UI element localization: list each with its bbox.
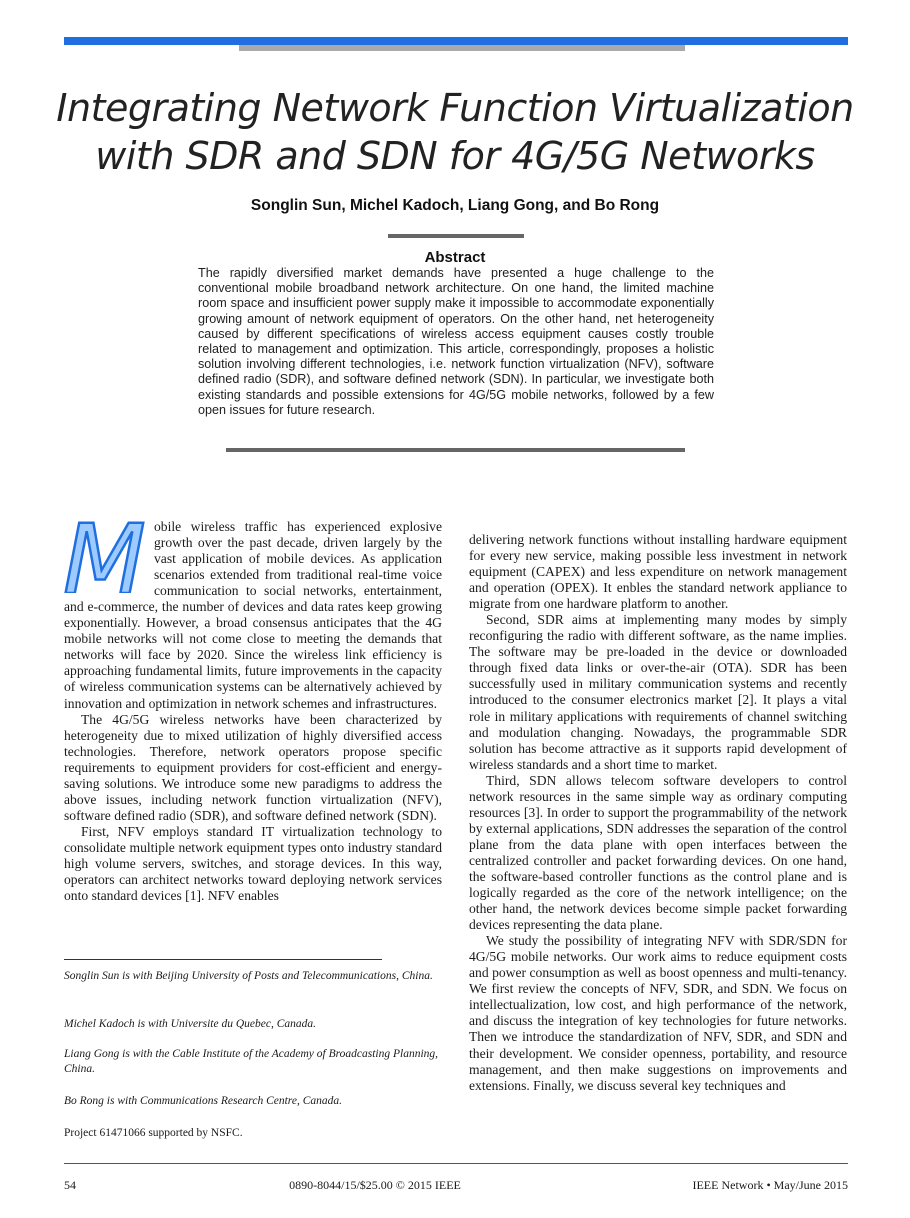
footnote-affiliation-3: Liang Gong is with the Cable Institute of the Academy of Broadcasting Planning, China. — [64, 1048, 439, 1075]
body-paragraph: delivering network functions without installing hardware equipment for every new service, making possible less investment in network equipment (CAPEX) and less expenditure on network management and operation (OPEX). It enbles the standard network appliance to migrate from one hardware platform to another. — [469, 532, 847, 612]
copyright-code: 0890-8044/15/$25.00 © 2015 IEEE — [289, 1178, 461, 1192]
article-title — [40, 84, 870, 180]
abstract-top-rule — [388, 234, 524, 238]
footer-rule — [64, 1163, 848, 1164]
body-paragraph: We study the possibility of integrating NFV with SDR/SDN for 4G/5G mobile networks. Our work aims to reduce equipment costs and power consumption as well as boost openness and multi-tenancy. We first review the concepts of NFV, SDR, and SDN. We focus on intellectualization, low cost, and high performance of the network, and discuss the integration of key technologies for future networks. Then we introduce the standardization of NFV, SDR, and SDN and their development. We consider openness, portability, and resource management, and then make suggestions on improvements and extensions. Finally, we discuss several key techniques and — [469, 933, 847, 1093]
abstract-heading: Abstract — [424, 249, 486, 266]
journal-issue: IEEE Network • May/June 2015 — [692, 1178, 848, 1192]
title-line-2: with SDR and SDN for 4G/5G Networks — [95, 134, 815, 178]
body-paragraph: obile wireless traffic has experienced explosive growth over the past decade, driven largely by the vast application of mobile devices. As application scenarios extended from traditional real-time voice communication to social networks, entertainment, and e-commerce, the number of devices and data rates keep growing exponentially. However, a broad consensus anticipates that the 4G mobile networks will not come close to meeting the demands that networks will face by 2020. Since the wireless link efficiency is approaching fundamental limits, future improvements in the capacity of wireless communication systems can be alternatively achieved by innovation and optimization in network schemes and infrastructures. — [64, 519, 442, 711]
body-column-left — [64, 519, 442, 904]
abstract-text: The rapidly diversified market demands have presented a huge challenge to the conventional mobile broadband network architecture. On one hand, the limited machine room space and insufficient power supply make it impossible to accommodate exponentially growing amount of network equipment of operators. On the other hand, net heterogeneity caused by different specifications of wireless access equipment causes costly trouble related to management and optimization. This article, correspondingly, proposes a holistic solution involving different technologies, i.e. network function virtualization (NFV), software defined radio (SDR), and software defined network (SDN). In particular, we investigate both existing standards and possible extensions for 4G/5G mobile networks, followed by a few open issues for future research. — [198, 266, 714, 417]
abstract-bottom-rule — [226, 448, 685, 452]
footnote-affiliation-2: Michel Kadoch is with Universite du Quebec, Canada. — [64, 1018, 317, 1030]
header-gray-bar — [239, 45, 685, 51]
author-list: Songlin Sun, Michel Kadoch, Liang Gong, and Bo Rong — [250, 197, 660, 214]
header-accent-bar — [64, 37, 848, 45]
body-column-right — [469, 532, 847, 1094]
body-paragraph: Second, SDR aims at implementing many modes by simply reconfiguring the radio with different software, as the name implies. The software may be pre-loaded in the device or downloaded through fixed data links or over-the-air (OTA). SDR has been successfully used in military communication systems and recently introduced to the consumer electronics market [2]. It plays a vital role in military applications with requirements of channel switching and modulation changing. Nowadays, the programmable SDR solution has become attractive as it supports rapid development of wireless standards and a short time to market. — [469, 612, 847, 772]
body-paragraph: The 4G/5G wireless networks have been characterized by heterogeneity due to mixed utilization of highly diversified access technologies. Therefore, network operators propose specific requirements to equipment providers for cost-efficient and energy-saving solutions. We introduce some new paradigms to address the above issues, including network function virtualization (NFV), software defined radio (SDR), and software defined network (SDN). — [64, 711, 442, 823]
page-number: 54 — [64, 1178, 76, 1192]
footnote-rule — [64, 959, 382, 960]
body-paragraph: Third, SDN allows telecom software developers to control network resources in the same simple way as ordinary computing resources [3]. In order to support the programmability of the network by external applications, SDN addresses the separation of the control plane from the data plane with open interfaces between the centralized controller and packet forwarding devices. On one hand, the software-based controller functions as the control plane and is logically regarded as the core of the network intelligence; on the other hand, the network devices become simple packet forwarding devices representing the data plane. — [469, 772, 847, 933]
dropcap-letter — [62, 517, 146, 593]
footnote-funding: Project 61471066 supported by NSFC. — [64, 1127, 243, 1139]
footnote-affiliation-4: Bo Rong is with Communications Research Centre, Canada. — [64, 1095, 343, 1107]
title-line-1: Integrating Network Function Virtualization — [56, 86, 854, 130]
body-paragraph: First, NFV employs standard IT virtualization technology to consolidate multiple network equipment types onto industry standard high volume servers, switches, and storage devices. In this way, operators can architect networks toward deploying network services onto standard devices [1]. NFV enables — [64, 823, 442, 904]
svg-text:M: M — [63, 517, 146, 593]
footnote-affiliation-1: Songlin Sun is with Beijing University of Posts and Telecommunications, China. — [64, 970, 433, 982]
